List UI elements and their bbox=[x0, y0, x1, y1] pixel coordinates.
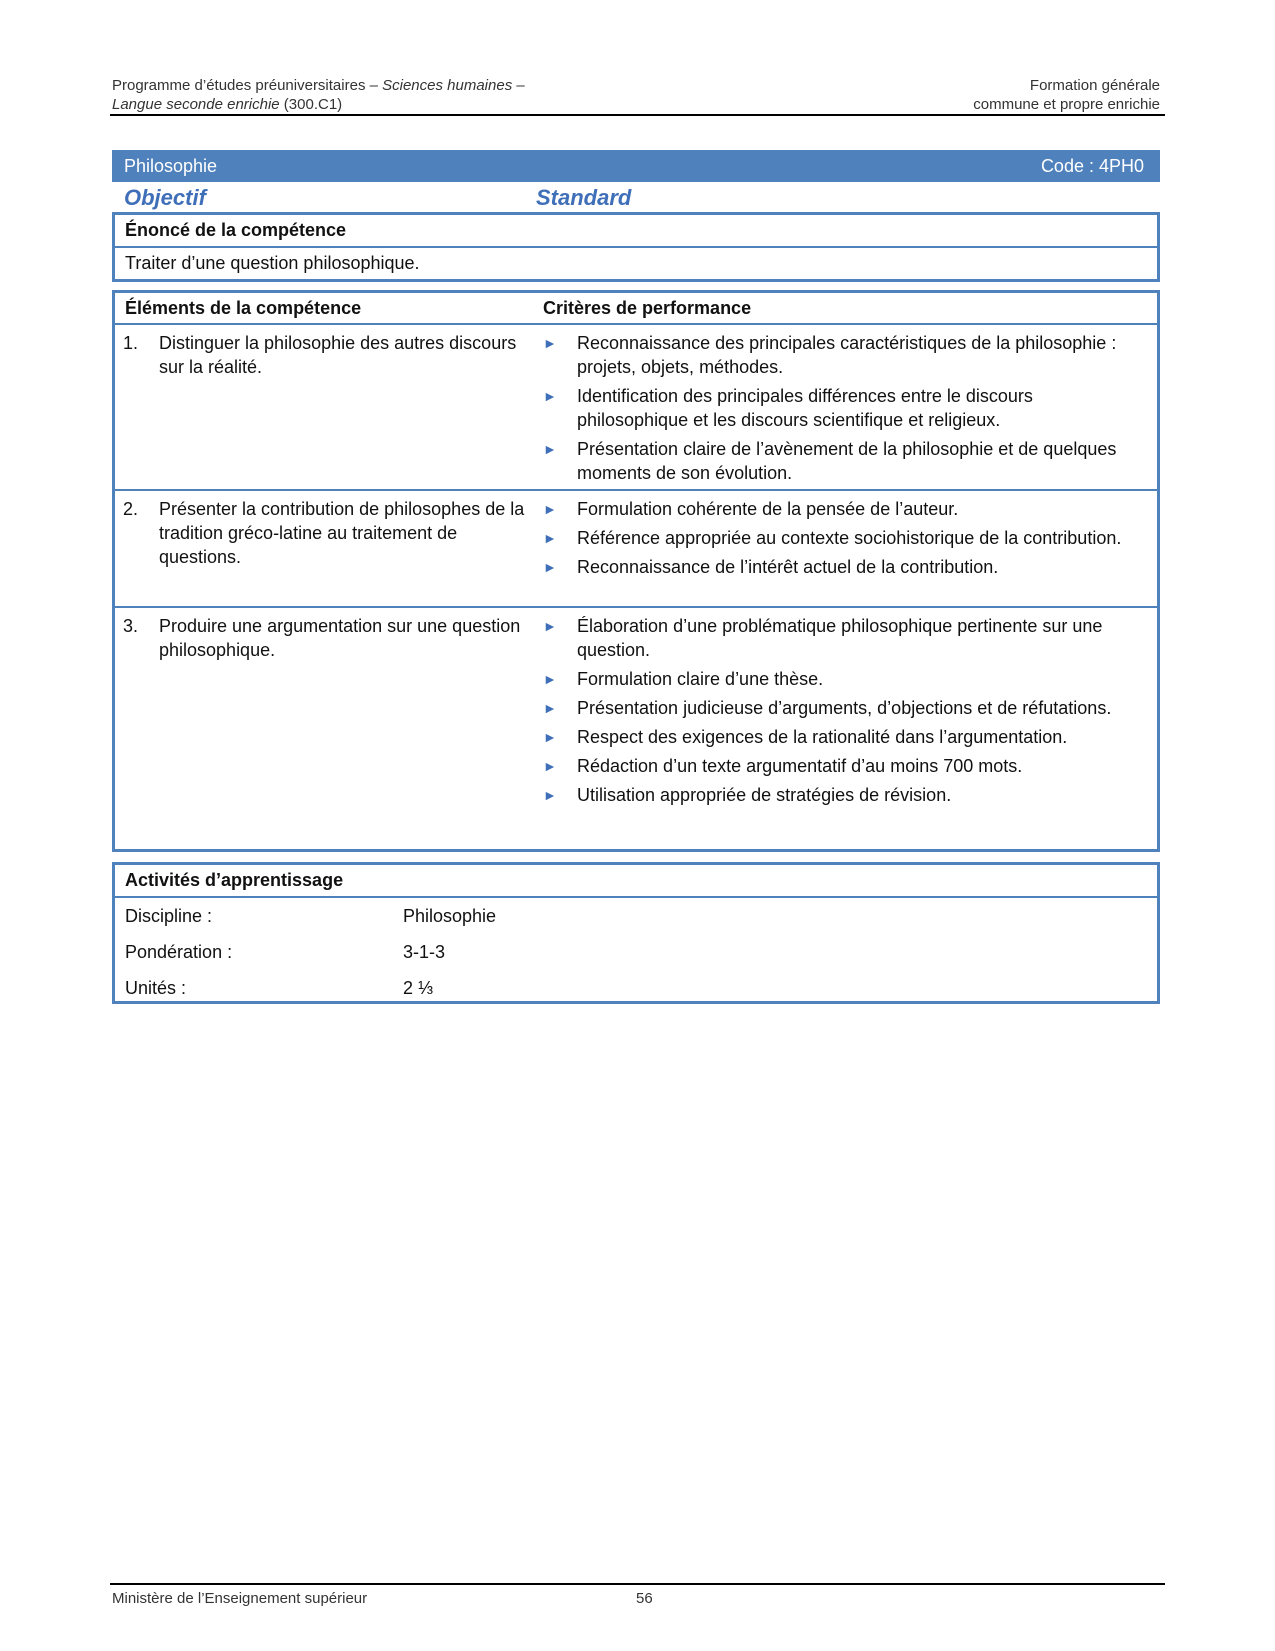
criterion-item: ► Respect des exigences de la rationalité dans l’argumentation. bbox=[543, 727, 1068, 747]
bullet-icon: ► bbox=[543, 787, 557, 803]
bullet-icon: ► bbox=[543, 618, 557, 634]
criterion-item: ► Formulation claire d’une thèse. bbox=[543, 669, 824, 689]
activity-row bbox=[115, 934, 1157, 970]
element-row bbox=[115, 491, 1157, 608]
bullet-icon: ► bbox=[543, 671, 557, 687]
page-header bbox=[112, 76, 1160, 116]
activity-key: Pondération : bbox=[125, 941, 233, 962]
bullet-icon: ► bbox=[543, 559, 557, 575]
bullet-icon: ► bbox=[543, 758, 557, 774]
criterion-item: ► Identification des principales différences entre le discours philosophique et les discours scientifique et religieux. bbox=[543, 386, 1033, 430]
competence-box bbox=[112, 212, 1160, 282]
header-left-line1: Programme d’études préuniversitaires – Sciences humaines – bbox=[112, 77, 525, 94]
activities-heading: Activités d’apprentissage bbox=[115, 865, 1157, 898]
competence-heading: Énoncé de la compétence bbox=[115, 215, 1157, 248]
activity-row bbox=[115, 970, 1157, 1006]
element-number: 2. bbox=[123, 499, 139, 519]
footer-rule bbox=[110, 1583, 1165, 1585]
activity-key: Unités : bbox=[125, 977, 187, 998]
course-title-bar bbox=[112, 150, 1160, 182]
element-text: Distinguer la philosophie des autres discours sur la réalité. bbox=[159, 333, 517, 377]
criterion-item: ► Élaboration d’une problématique philosophique pertinente sur une question. bbox=[543, 616, 1103, 660]
page-number: 56 bbox=[636, 1590, 653, 1607]
elements-header-row bbox=[115, 293, 1157, 325]
page-footer bbox=[112, 1590, 672, 1607]
criterion-item: ► Reconnaissance des principales caractéristiques de la philosophie : projets, objets, méthodes. bbox=[543, 333, 1117, 377]
criterion-item: ► Reconnaissance de l’intérêt actuel de la contribution. bbox=[543, 557, 999, 577]
criteria-list bbox=[541, 614, 1157, 843]
activity-value: 3-1-3 bbox=[403, 941, 446, 962]
bullet-icon: ► bbox=[543, 501, 557, 517]
bullet-icon: ► bbox=[543, 388, 557, 404]
course-code: Code : 4PH0 bbox=[1040, 155, 1144, 176]
criteria-column-heading: Critères de performance bbox=[543, 297, 752, 318]
activity-value: Philosophie bbox=[403, 905, 497, 926]
element-row bbox=[115, 325, 1157, 491]
course-title: Philosophie bbox=[124, 155, 218, 176]
header-right-line1: Formation générale bbox=[1029, 77, 1160, 94]
objective-label: Objectif bbox=[124, 185, 206, 210]
criterion-item: ► Présentation claire de l’avènement de la philosophie et de quelques moments de son évolution. bbox=[543, 439, 1117, 483]
element-number: 1. bbox=[123, 333, 139, 353]
criterion-item: ► Référence appropriée au contexte sociohistorique de la contribution. bbox=[543, 528, 1122, 548]
competence-statement: Traiter d’une question philosophique. bbox=[125, 253, 420, 273]
criterion-item: ► Formulation cohérente de la pensée de l’auteur. bbox=[543, 499, 959, 519]
criteria-list bbox=[541, 331, 1157, 481]
activity-key: Discipline : bbox=[125, 905, 213, 926]
header-right-line2: commune et propre enrichie bbox=[973, 96, 1160, 113]
activity-value: 2 ⅓ bbox=[403, 977, 434, 998]
bullet-icon: ► bbox=[543, 530, 557, 546]
footer-ministry: Ministère de l’Enseignement supérieur bbox=[112, 1590, 368, 1607]
criterion-item: ► Présentation judicieuse d’arguments, d’objections et de réfutations. bbox=[543, 698, 1112, 718]
header-left-line2: Langue seconde enrichie (300.C1) bbox=[112, 96, 343, 113]
activity-row bbox=[115, 898, 1157, 934]
objective-standard-labels bbox=[124, 185, 1154, 215]
bullet-icon: ► bbox=[543, 729, 557, 745]
element-text: Produire une argumentation sur une question philosophique. bbox=[159, 616, 521, 660]
bullet-icon: ► bbox=[543, 700, 557, 716]
activities-box bbox=[112, 862, 1160, 1004]
element-number: 3. bbox=[123, 616, 139, 636]
elements-column-heading: Éléments de la compétence bbox=[125, 297, 362, 318]
elements-box bbox=[112, 290, 1160, 852]
bullet-icon: ► bbox=[543, 335, 557, 351]
element-row bbox=[115, 608, 1157, 851]
criteria-list bbox=[541, 497, 1157, 598]
header-rule bbox=[110, 114, 1165, 116]
bullet-icon: ► bbox=[543, 441, 557, 457]
criterion-item: ► Utilisation appropriée de stratégies de révision. bbox=[543, 785, 952, 805]
standard-label: Standard bbox=[536, 185, 632, 210]
criterion-item: ► Rédaction d’un texte argumentatif d’au moins 700 mots. bbox=[543, 756, 1023, 776]
element-text: Présenter la contribution de philosophes de la tradition gréco-latine au traitement de questions. bbox=[159, 499, 525, 567]
